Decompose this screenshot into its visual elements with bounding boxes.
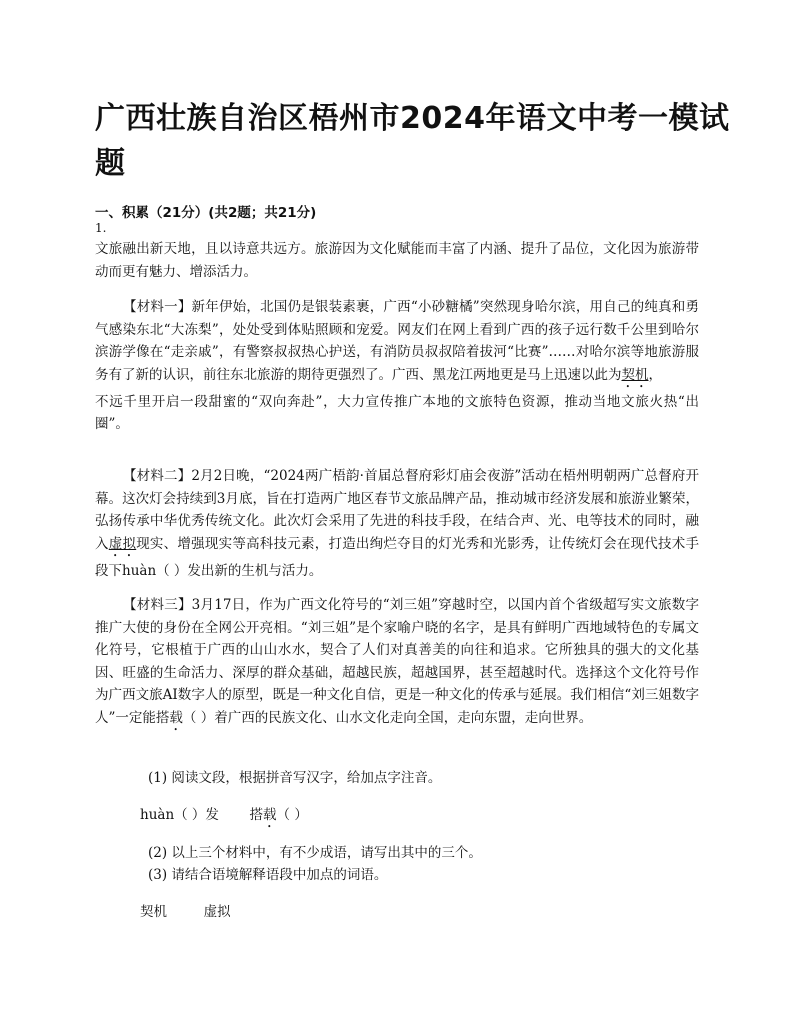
material-one-text-end: 不远千里开启一段甜蜜的“双向奔赴”，大力宣传推广本地的文旅特色资源，推动当地文旅火热“出圈”。 bbox=[95, 393, 699, 432]
material-two-text-end: 现实、增强现实等高科技元素，打造出绚烂夺目的灯光秀和光影秀，让传统灯会在现代技术手段下huàn（ ）发出新的生机与活力。 bbox=[95, 535, 700, 579]
intro-paragraph: 文旅融出新天地，且以诗意共远方。旅游因为文化赋能而丰富了内涵、提升了品位，文化因为旅游带动而更有魅力、增添活力。 bbox=[95, 241, 699, 280]
material-one-text: 【材料一】新年伊始，北国仍是银装素裹，广西“小砂糖橘”突然现身哈尔滨，用自己的纯真和勇气感染东北“大冻梨”，处处受到体贴照顾和宠爱。网友们在网上看到广西的孩子远行数千公里到哈尔滨游学像在“走亲戚”，有警察叔叔热心护送，有消防员叔叔陪着拔河“比赛”……对哈尔滨等地旅游服务有了新的认识，前往东北旅游的期待更强烈了。广西、黑龙江两地更是马上迅速以此为 bbox=[95, 299, 699, 383]
keyword-qiji: 契机 bbox=[621, 366, 649, 383]
answer-zai-keyword: 载 bbox=[263, 807, 277, 823]
document-title: 广西壮族自治区梧州市2024年语文中考一模试题 bbox=[95, 101, 730, 181]
keyword-zai: 载 bbox=[169, 709, 183, 726]
answer-da-suffix: （ ） bbox=[276, 807, 308, 823]
material-two-paragraph bbox=[95, 465, 699, 582]
answer-line bbox=[140, 803, 308, 831]
answer-da-prefix: 搭 bbox=[249, 807, 264, 823]
material-three-paragraph bbox=[95, 594, 699, 734]
sub-question-3: (3) 请结合语境解释语段中加点的词语。 bbox=[148, 867, 388, 883]
question-number: 1. bbox=[95, 221, 107, 235]
sub-question-2: (2) 以上三个材料中，有不少成语，请写出其中的三个。 bbox=[148, 845, 482, 861]
section-heading: 一、积累（21分）(共2题；共21分) bbox=[95, 205, 317, 221]
material-one-comma: ， bbox=[648, 366, 662, 383]
terms-line bbox=[140, 900, 231, 920]
answer-huan: huàn（ ）发 bbox=[140, 807, 219, 823]
material-one-paragraph bbox=[95, 296, 699, 436]
material-two-text: 【材料二】2月2日晚，“2024两广梧韵·首届总督府彩灯庙会夜游”活动在梧州明朝两广总督府开幕。这次灯会持续到3月底，旨在打造两广地区春节文旅品牌产品，推动城市经济发展和旅游业繁荣，弘扬传承中华优秀传统文化。此次灯会采用了先进的科技手段，在结合声、光、电等技术的同时，融入 bbox=[95, 468, 699, 552]
keyword-xuni: 虚拟 bbox=[108, 535, 137, 552]
material-three-text-end: （ ）着广西的民族文化、山水文化走向全国，走向东盟，走向世界。 bbox=[182, 709, 593, 726]
sub-question-1: (1) 阅读文段，根据拼音写汉字，给加点字注音。 bbox=[148, 770, 442, 786]
term-qiji: 契机 bbox=[140, 904, 167, 920]
term-xuni: 虚拟 bbox=[203, 904, 231, 920]
material-three-text: 【材料三】3月17日，作为广西文化符号的“刘三姐”穿越时空，以国内首个省级超写实文旅数字推广大使的身份在全网公开亮相。“刘三姐”是个家喻户晓的名字，是具有鲜明广西地域特色的专属文化符号，它根植于广西的山山水水，契合了人们对真善美的向往和追求。它所独具的强大的文化基因、旺盛的生命活力、深厚的群众基础，超越民族，超越国界，甚至超越时代。选择这个文化符号作为广西文旅AI数字人的原型，既是一种文化自信，更是一种文化的传承与延展。我们相信“刘三姐数字人”一定能搭 bbox=[95, 597, 699, 726]
